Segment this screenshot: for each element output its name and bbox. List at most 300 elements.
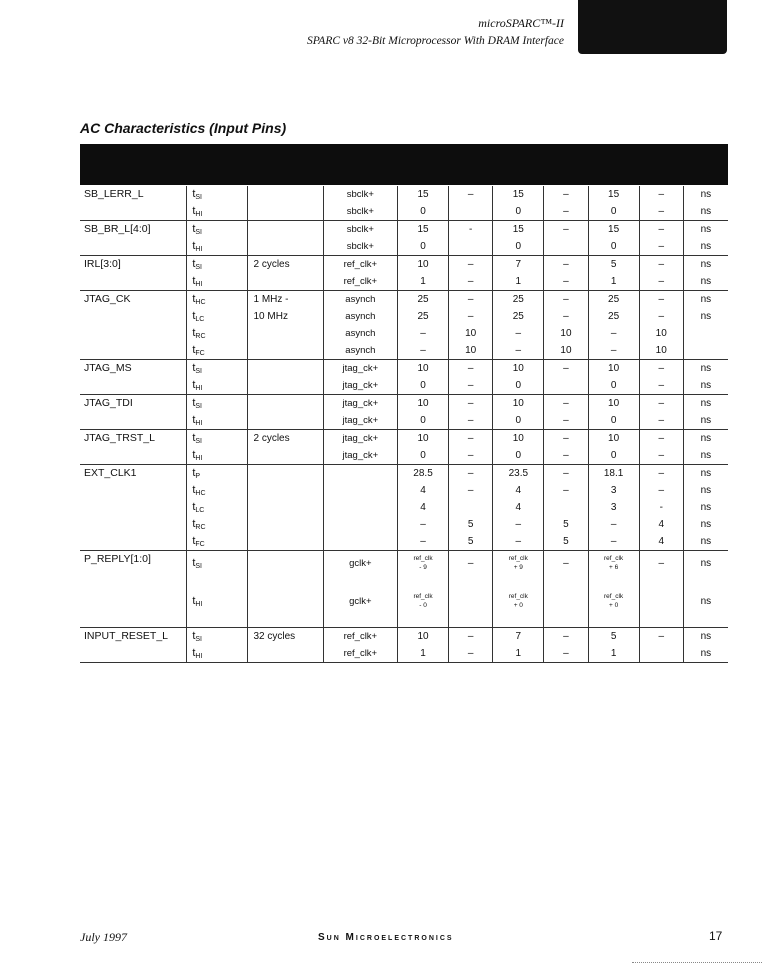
parameter-symbol — [192, 203, 246, 220]
symbol-t: t — [192, 484, 196, 496]
value-cell — [449, 430, 493, 465]
value-cell — [588, 430, 639, 465]
value-text: – — [467, 311, 474, 322]
parameter-symbol — [192, 221, 246, 238]
value-text: 15 — [512, 189, 524, 200]
value-cell — [493, 628, 544, 663]
value-text: – — [610, 519, 617, 530]
value-cell — [449, 360, 493, 395]
parameter-symbol — [192, 628, 246, 645]
value-cell — [449, 256, 493, 291]
value-text — [398, 551, 448, 589]
condition-cell — [247, 628, 323, 663]
unit-text: ns — [700, 596, 712, 607]
value-text: 3 — [610, 502, 617, 513]
symbol-subscript: HI — [195, 601, 203, 608]
value-text: – — [563, 189, 569, 200]
value-cell — [588, 186, 639, 221]
reference-text: sbclk+ — [346, 189, 374, 200]
value-text: – — [515, 519, 522, 530]
symbol-subscript: P — [195, 473, 201, 480]
value-text: 10 — [608, 433, 620, 444]
value-text: – — [658, 380, 665, 391]
value-text: – — [563, 415, 569, 426]
parameter-cell — [187, 395, 247, 430]
value-text: 0 — [610, 450, 617, 461]
symbol-subscript: HI — [195, 211, 203, 218]
reference-cell — [323, 465, 397, 551]
value-fragment: ref_clk — [413, 593, 433, 600]
value-text: – — [658, 398, 665, 409]
parameter-cell — [187, 221, 247, 256]
table-row — [80, 186, 728, 221]
value-text: 15 — [608, 224, 620, 235]
value-text — [640, 589, 683, 627]
value-text: – — [467, 631, 474, 642]
value-text: 10 — [512, 398, 524, 409]
value-text: 5 — [610, 259, 617, 270]
value-cell — [493, 291, 544, 360]
parameter-symbol — [192, 325, 246, 342]
value-text: – — [610, 345, 617, 356]
value-cell — [639, 551, 683, 628]
product-subtitle: SPARC v8 32-Bit Microprocessor With DRAM Interface — [307, 35, 564, 47]
value-text: 15 — [417, 189, 429, 200]
value-text: 23.5 — [508, 468, 529, 479]
value-text: – — [658, 294, 665, 305]
value-text: – — [420, 536, 426, 547]
parameter-symbol — [192, 589, 246, 627]
symbol-t: t — [192, 258, 196, 270]
value-cell — [449, 186, 493, 221]
value-text: – — [467, 450, 474, 461]
symbol-subscript: HI — [195, 420, 203, 427]
unit-text: ns — [700, 519, 712, 530]
symbol-subscript: SI — [195, 636, 203, 643]
symbol-subscript: HI — [195, 455, 203, 462]
unit-text — [684, 325, 728, 342]
parameter-symbol — [192, 186, 246, 203]
parameter-symbol — [192, 412, 246, 429]
value-text: – — [563, 450, 569, 461]
value-text: 4 — [420, 485, 426, 496]
condition-text: 32 cycles — [253, 631, 296, 642]
value-text: – — [563, 558, 569, 569]
value-text: 25 — [512, 294, 524, 305]
value-cell — [449, 628, 493, 663]
value-cell — [639, 628, 683, 663]
value-cell — [493, 221, 544, 256]
value-text: – — [515, 328, 522, 339]
value-text: – — [563, 468, 569, 479]
pin-name: JTAG_TDI — [80, 395, 187, 430]
condition-cell — [247, 291, 323, 360]
unit-cell — [683, 221, 728, 256]
unit-cell — [683, 430, 728, 465]
reference-text: ref_clk+ — [343, 276, 378, 287]
value-text: – — [658, 363, 665, 374]
unit-text: ns — [700, 536, 712, 547]
table-row — [80, 465, 728, 551]
symbol-t: t — [192, 535, 196, 547]
reference-text — [324, 516, 397, 533]
value-text: – — [658, 241, 665, 252]
value-text: – — [467, 363, 474, 374]
parameter-symbol — [192, 377, 246, 394]
reference-text: sbclk+ — [346, 206, 374, 217]
unit-text: ns — [700, 189, 712, 200]
parameter-symbol — [192, 238, 246, 255]
value-text: – — [515, 345, 522, 356]
value-text: 0 — [610, 380, 617, 391]
parameter-cell — [187, 551, 247, 628]
value-text: – — [467, 468, 474, 479]
value-cell — [544, 186, 588, 221]
value-text: – — [420, 345, 426, 356]
parameter-symbol — [192, 430, 246, 447]
reference-text: jtag_ck+ — [342, 433, 379, 444]
value-text: 25 — [512, 311, 524, 322]
unit-text: ns — [700, 468, 712, 479]
reference-text — [324, 499, 397, 516]
symbol-subscript: SI — [195, 438, 203, 445]
unit-text: ns — [700, 259, 712, 270]
reference-text: jtag_ck+ — [342, 380, 379, 391]
value-text: – — [467, 558, 474, 569]
value-text: 5 — [563, 519, 569, 530]
pin-name: IRL[3:0] — [80, 256, 187, 291]
value-text: – — [563, 631, 569, 642]
table-row — [80, 256, 728, 291]
value-text: – — [563, 276, 569, 287]
footer-brand: Sun Microelectronics — [318, 932, 454, 943]
value-text: - — [659, 502, 663, 513]
value-cell — [397, 465, 448, 551]
parameter-cell — [187, 291, 247, 360]
parameter-cell — [187, 360, 247, 395]
value-text — [589, 551, 639, 589]
value-fragment: + 6 — [608, 563, 619, 571]
condition-cell — [247, 186, 323, 221]
unit-text: ns — [700, 631, 712, 642]
symbol-subscript: FC — [195, 541, 205, 548]
value-text: 0 — [420, 206, 426, 217]
value-cell — [544, 256, 588, 291]
value-text: 10 — [512, 433, 524, 444]
value-text: 10 — [608, 398, 620, 409]
reference-text: jtag_ck+ — [342, 415, 379, 426]
value-text: – — [467, 433, 474, 444]
value-text: 15 — [608, 189, 620, 200]
section-title: AC Characteristics (Input Pins) — [80, 120, 287, 136]
value-text: 4 — [420, 502, 426, 513]
unit-text: ns — [700, 450, 712, 461]
value-text: – — [658, 433, 665, 444]
value-text: 1 — [610, 276, 617, 287]
value-cell — [639, 360, 683, 395]
condition-text: 2 cycles — [253, 259, 290, 270]
condition-text: 10 MHz — [253, 311, 288, 322]
value-text: 0 — [420, 380, 426, 391]
value-cell — [397, 186, 448, 221]
value-cell — [544, 395, 588, 430]
symbol-subscript: SI — [195, 368, 203, 375]
value-text: 4 — [515, 502, 522, 513]
value-text: – — [467, 398, 474, 409]
unit-text: ns — [700, 380, 712, 391]
value-text — [544, 377, 587, 394]
value-cell — [493, 186, 544, 221]
footer-date: July 1997 — [80, 930, 127, 944]
value-text: – — [610, 536, 617, 547]
table-row — [80, 430, 728, 465]
unit-cell — [683, 360, 728, 395]
value-text: 15 — [417, 224, 429, 235]
value-fragment: ref_clk — [604, 555, 624, 562]
symbol-subscript: SI — [195, 403, 203, 410]
value-text: – — [563, 398, 569, 409]
value-text — [449, 238, 492, 255]
value-text: 5 — [467, 536, 474, 547]
value-cell — [588, 628, 639, 663]
unit-cell — [683, 395, 728, 430]
reference-text: ref_clk+ — [343, 259, 378, 270]
value-text: – — [658, 631, 665, 642]
unit-text: ns — [700, 485, 712, 496]
condition-cell — [247, 360, 323, 395]
parameter-symbol — [192, 551, 246, 589]
value-text: 0 — [610, 241, 617, 252]
value-text: 10 — [655, 345, 667, 356]
value-cell — [639, 465, 683, 551]
value-text: 10 — [465, 345, 477, 356]
symbol-subscript: SI — [195, 229, 203, 236]
unit-cell — [683, 186, 728, 221]
value-text: 1 — [420, 276, 426, 287]
value-text: 1 — [610, 648, 617, 659]
value-text: 18.1 — [603, 468, 624, 479]
value-text — [544, 589, 587, 627]
reference-cell — [323, 291, 397, 360]
value-fragment: - 9 — [419, 563, 427, 571]
symbol-subscript: SI — [195, 194, 203, 201]
symbol-t: t — [192, 240, 196, 252]
value-text: 0 — [515, 415, 522, 426]
unit-text: ns — [700, 241, 712, 252]
value-text: – — [658, 206, 665, 217]
unit-text: ns — [700, 558, 712, 569]
value-text: – — [467, 276, 474, 287]
unit-text — [684, 342, 728, 359]
value-text: 0 — [515, 206, 522, 217]
parameter-symbol — [192, 482, 246, 499]
value-cell — [397, 256, 448, 291]
value-cell — [493, 256, 544, 291]
value-cell — [588, 360, 639, 395]
symbol-subscript: HI — [195, 653, 203, 660]
value-cell — [588, 256, 639, 291]
parameter-symbol — [192, 645, 246, 662]
symbol-t: t — [192, 467, 196, 479]
unit-text: ns — [700, 311, 712, 322]
condition-cell — [247, 395, 323, 430]
reference-text: asynch — [345, 311, 376, 322]
condition-cell — [247, 551, 323, 628]
value-text: 10 — [560, 345, 572, 356]
table-header-bar — [80, 144, 728, 185]
value-text: – — [467, 648, 474, 659]
value-text: – — [563, 363, 569, 374]
symbol-t: t — [192, 449, 196, 461]
reference-text: ref_clk+ — [343, 648, 378, 659]
value-text: – — [658, 224, 665, 235]
value-text: 5 — [563, 536, 569, 547]
value-text — [449, 203, 492, 220]
symbol-t: t — [192, 397, 196, 409]
parameter-symbol — [192, 256, 246, 273]
value-text: 10 — [417, 363, 429, 374]
reference-text: jtag_ck+ — [342, 398, 379, 409]
reference-cell — [323, 186, 397, 221]
value-text: 7 — [515, 631, 522, 642]
value-cell — [588, 465, 639, 551]
condition-cell — [247, 221, 323, 256]
value-text: 1 — [515, 648, 522, 659]
symbol-subscript: HC — [195, 299, 206, 306]
reference-cell — [323, 256, 397, 291]
unit-text: ns — [700, 415, 712, 426]
value-text: – — [658, 415, 665, 426]
value-text: – — [467, 259, 474, 270]
reference-cell — [323, 628, 397, 663]
value-text: 7 — [515, 259, 522, 270]
value-text — [544, 499, 587, 516]
reference-text: asynch — [345, 294, 376, 305]
value-fragment: + 0 — [513, 601, 523, 609]
symbol-t: t — [192, 557, 196, 569]
pin-name: SB_LERR_L — [80, 186, 187, 221]
parameter-cell — [187, 430, 247, 465]
value-text: 10 — [417, 433, 429, 444]
symbol-subscript: LC — [195, 316, 205, 323]
value-cell — [544, 221, 588, 256]
symbol-subscript: RC — [195, 333, 206, 340]
value-text: 0 — [610, 206, 617, 217]
value-cell — [397, 395, 448, 430]
unit-text: ns — [700, 294, 712, 305]
value-cell — [493, 430, 544, 465]
header-tab-block — [578, 0, 727, 54]
pin-name: JTAG_CK — [80, 291, 187, 360]
value-fragment: + 0 — [608, 601, 619, 609]
value-text: 25 — [417, 311, 429, 322]
table-row — [80, 395, 728, 430]
unit-text: ns — [700, 433, 712, 444]
symbol-t: t — [192, 647, 196, 659]
value-cell — [397, 430, 448, 465]
value-text: – — [563, 433, 569, 444]
unit-text: ns — [700, 502, 712, 513]
parameter-symbol — [192, 308, 246, 325]
value-text: 1 — [515, 276, 522, 287]
value-text: – — [563, 206, 569, 217]
symbol-subscript: LC — [195, 507, 205, 514]
value-text: – — [563, 224, 569, 235]
value-fragment: ref_clk — [508, 593, 528, 600]
value-text: 10 — [655, 328, 667, 339]
symbol-t: t — [192, 414, 196, 426]
value-cell — [397, 360, 448, 395]
value-text: – — [467, 294, 474, 305]
unit-text: ns — [700, 363, 712, 374]
symbol-t: t — [192, 205, 196, 217]
unit-text: ns — [700, 398, 712, 409]
reference-cell — [323, 430, 397, 465]
reference-text — [324, 482, 397, 499]
value-text: 4 — [658, 536, 665, 547]
symbol-t: t — [192, 379, 196, 391]
value-text: 25 — [417, 294, 429, 305]
parameter-symbol — [192, 273, 246, 290]
value-text: – — [467, 380, 474, 391]
reference-text: gclk+ — [349, 558, 372, 569]
value-text: 10 — [608, 363, 620, 374]
reference-cell — [323, 395, 397, 430]
value-text: 0 — [420, 241, 426, 252]
value-cell — [449, 395, 493, 430]
reference-text: sbclk+ — [346, 241, 374, 252]
value-text — [398, 589, 448, 627]
value-text: – — [658, 276, 665, 287]
value-cell — [639, 221, 683, 256]
value-text — [449, 499, 492, 516]
symbol-subscript: HC — [195, 490, 206, 497]
parameter-symbol — [192, 465, 246, 482]
value-text: – — [563, 485, 569, 496]
value-text: – — [563, 311, 569, 322]
value-text: – — [610, 328, 617, 339]
symbol-t: t — [192, 501, 196, 513]
ac-characteristics-table — [80, 186, 728, 663]
condition-cell — [247, 465, 323, 551]
symbol-t: t — [192, 344, 196, 356]
unit-cell — [683, 628, 728, 663]
value-cell — [397, 551, 448, 628]
pin-name: P_REPLY[1:0] — [80, 551, 187, 628]
value-fragment: + 9 — [513, 563, 523, 571]
value-fragment: - 0 — [419, 601, 427, 609]
value-text: 10 — [560, 328, 572, 339]
symbol-subscript: RC — [195, 524, 206, 531]
value-text: – — [658, 259, 665, 270]
value-fragment: ref_clk — [604, 593, 624, 600]
value-text: – — [563, 259, 569, 270]
value-text: 10 — [417, 398, 429, 409]
value-text: 5 — [467, 519, 474, 530]
parameter-symbol — [192, 291, 246, 308]
value-cell — [397, 221, 448, 256]
symbol-subscript: FC — [195, 350, 205, 357]
value-text: 10 — [417, 259, 429, 270]
value-cell — [544, 360, 588, 395]
value-text: – — [658, 189, 665, 200]
value-text — [589, 589, 639, 627]
value-text: – — [467, 415, 474, 426]
value-text: – — [658, 558, 665, 569]
value-text: 5 — [610, 631, 617, 642]
value-cell — [493, 465, 544, 551]
symbol-t: t — [192, 188, 196, 200]
